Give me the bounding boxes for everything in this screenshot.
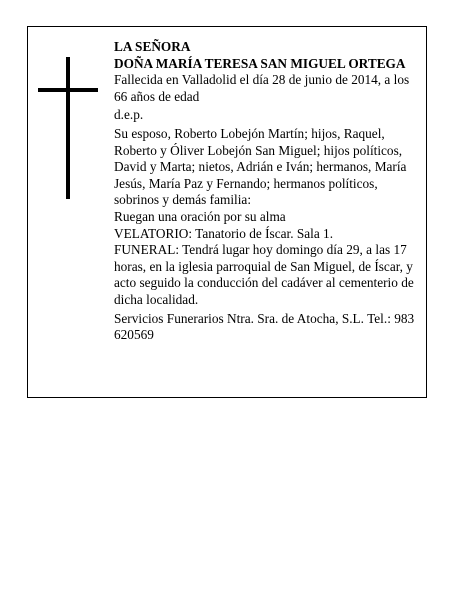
- funeral-services: Servicios Funerarios Ntra. Sra. de Atocha, S.L. Tel.: 983 620569: [114, 310, 415, 343]
- funeral-info: FUNERAL: Tendrá lugar hoy domingo día 29, a las 17 horas, en la iglesia parroquial de San Miguel, de Íscar, y acto seguido la conducción del cadáver al cementerio de dicha localidad.: [114, 242, 414, 307]
- deceased-name: DOÑA MARÍA TERESA SAN MIGUEL ORTEGA: [114, 55, 406, 71]
- obituary-text: [114, 39, 420, 344]
- rip-text: d.e.p.: [114, 107, 144, 123]
- cross-horizontal-bar: [38, 88, 98, 92]
- cross-vertical-bar: [66, 57, 70, 199]
- wake-info: VELATORIO: Tanatorio de Íscar. Sala 1.: [114, 225, 334, 241]
- family-list: Su esposo, Roberto Lobejón Martín; hijos, Raquel, Roberto y Óliver Lobejón San Miguel; hijos políticos, David y Marta; nietos, Adrián e Iván; hermanos, María Jesús, María Paz y Fernando; hermanos políticos, sobrinos y demás familia:: [114, 125, 407, 208]
- latin-cross-icon: [38, 57, 100, 199]
- prayer-request: Ruegan una oración por su alma: [114, 208, 286, 224]
- notice-heading: LA SEÑORA: [114, 39, 191, 54]
- death-info: Fallecida en Valladolid el día 28 de junio de 2014, a los 66 años de edad: [114, 72, 410, 104]
- obituary-notice: [27, 26, 427, 398]
